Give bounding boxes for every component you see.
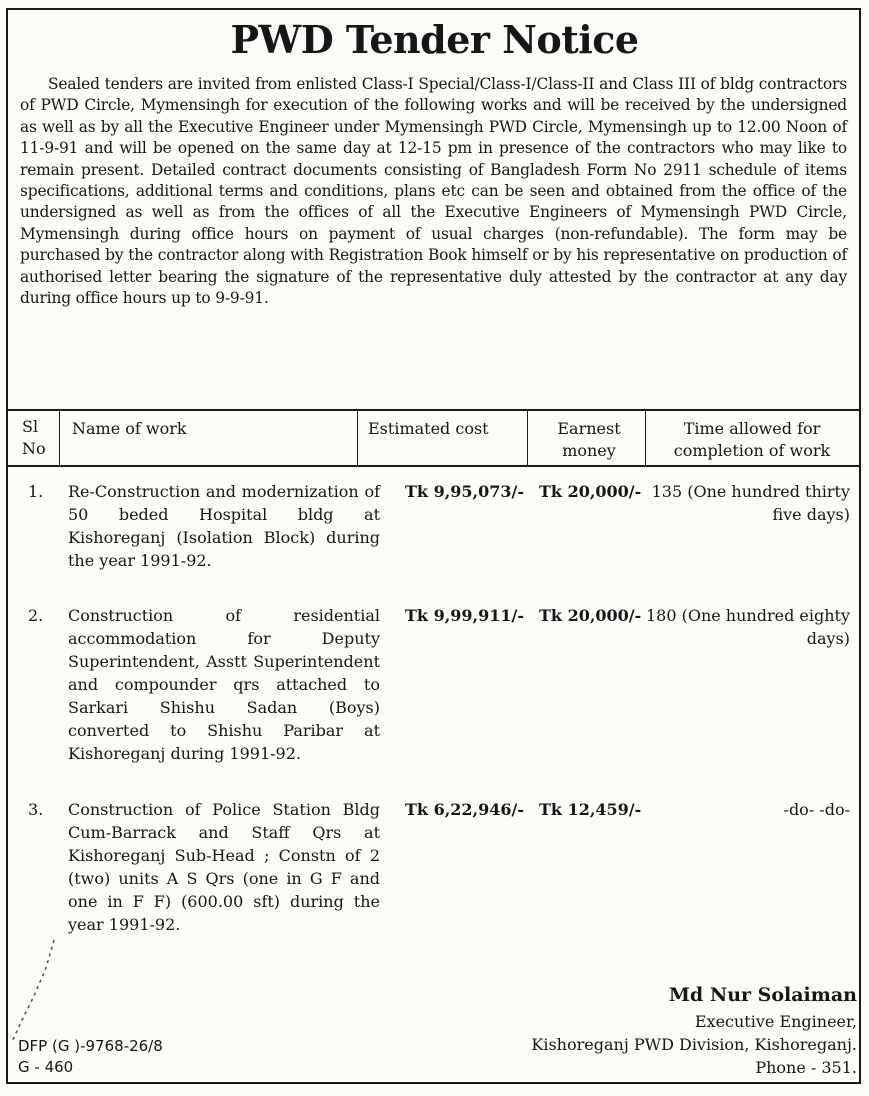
row-work-name: Construction of Police Station Bldg Cum-Barrack and Staff Qrs at Kishoreganj Sub-Head ; Constn of 2 (two) units A S Qrs (one in G F and one in F F) (600.00 sft) during the year 1991-92. — [68, 800, 380, 934]
header-name-of-work: Name of work — [72, 419, 187, 438]
dfp-reference: DFP (G )-9768-26/8 — [18, 1037, 163, 1055]
table-top-rule — [6, 409, 861, 411]
table-row — [0, 798, 869, 964]
row-work-name: Construction of residential accommodation for Deputy Superintendent, Asstt Superintendent and compounder qrs attached to Sarkari Shishu Sadan (Boys) converted to Shishu Paribar at Kishoreganj during 1991-92. — [68, 606, 380, 763]
header-earnest-money: Earnest money — [557, 419, 621, 460]
row-time-allowed: -do- -do- — [783, 800, 850, 819]
table-header-rule — [6, 465, 861, 467]
column-divider-sl — [59, 409, 60, 465]
row-time-allowed: 180 (One hundred eighty days) — [645, 606, 850, 648]
row-serial: 2. — [28, 606, 44, 625]
row-serial: 3. — [28, 800, 44, 819]
column-divider-earnest — [645, 409, 646, 465]
row-serial: 1. — [28, 482, 44, 501]
column-divider-cost — [527, 409, 528, 465]
header-sl: Sl No — [22, 417, 46, 458]
scan-smudge-mark — [4, 938, 64, 1048]
row-earnest-money: Tk 12,459/- — [539, 800, 642, 819]
row-earnest-money: Tk 20,000/- — [539, 482, 642, 501]
header-time-allowed: Time allowed for completion of work — [673, 419, 831, 460]
signatory-name: Md Nur Solaiman — [668, 984, 857, 1006]
g-reference: G - 460 — [18, 1058, 74, 1076]
row-estimated-cost: Tk 6,22,946/- — [405, 800, 524, 819]
signatory-designation: Executive Engineer, — [694, 1012, 857, 1031]
column-divider-name — [357, 409, 358, 465]
row-work-name: Re-Construction and modernization of 50 beded Hospital bldg at Kishoreganj (Isolation Block) during the year 1991-92. — [68, 482, 380, 570]
table-row — [0, 604, 869, 794]
row-time-allowed: 135 (One hundred thirty five days) — [651, 482, 850, 524]
header-estimated-cost: Estimated cost — [368, 419, 489, 438]
notice-title: PWD Tender Notice — [230, 17, 639, 62]
signatory-office: Kishoreganj PWD Division, Kishoreganj. — [531, 1035, 857, 1054]
row-estimated-cost: Tk 9,95,073/- — [405, 482, 524, 501]
row-estimated-cost: Tk 9,99,911/- — [405, 606, 524, 625]
table-row — [0, 480, 869, 600]
notice-body: Sealed tenders are invited from enlisted Class-I Special/Class-I/Class-II and Class III of bldg contractors of PWD Circle, Mymensingh for execution of the following works and will be received by the undersigned as well as by all the Executive Engineer under Mymensingh PWD Circle, Mymensingh up to 12.00 Noon of 11-9-91 and will be opened on the same day at 12-15 pm in presence of the contractors who may like to remain present. Detailed contract documents consisting of Bangladesh Form No 2911 schedule of items specifications, additional terms and conditions, plans etc can be seen and obtained from the office of the undersigned as well as from the offices of all the Executive Engineers of Mymensingh PWD Circle, Mymensingh during office hours on payment of usual charges (non-refundable). The form may be purchased by the contractor along with Registration Book himself or by his representative on production of authorised letter bearing the signature of the representative duly attested by the contractor at any day during office hours up to 9-9-91. — [20, 75, 847, 308]
row-earnest-money: Tk 20,000/- — [539, 606, 642, 625]
signatory-phone: Phone - 351. — [755, 1058, 857, 1077]
